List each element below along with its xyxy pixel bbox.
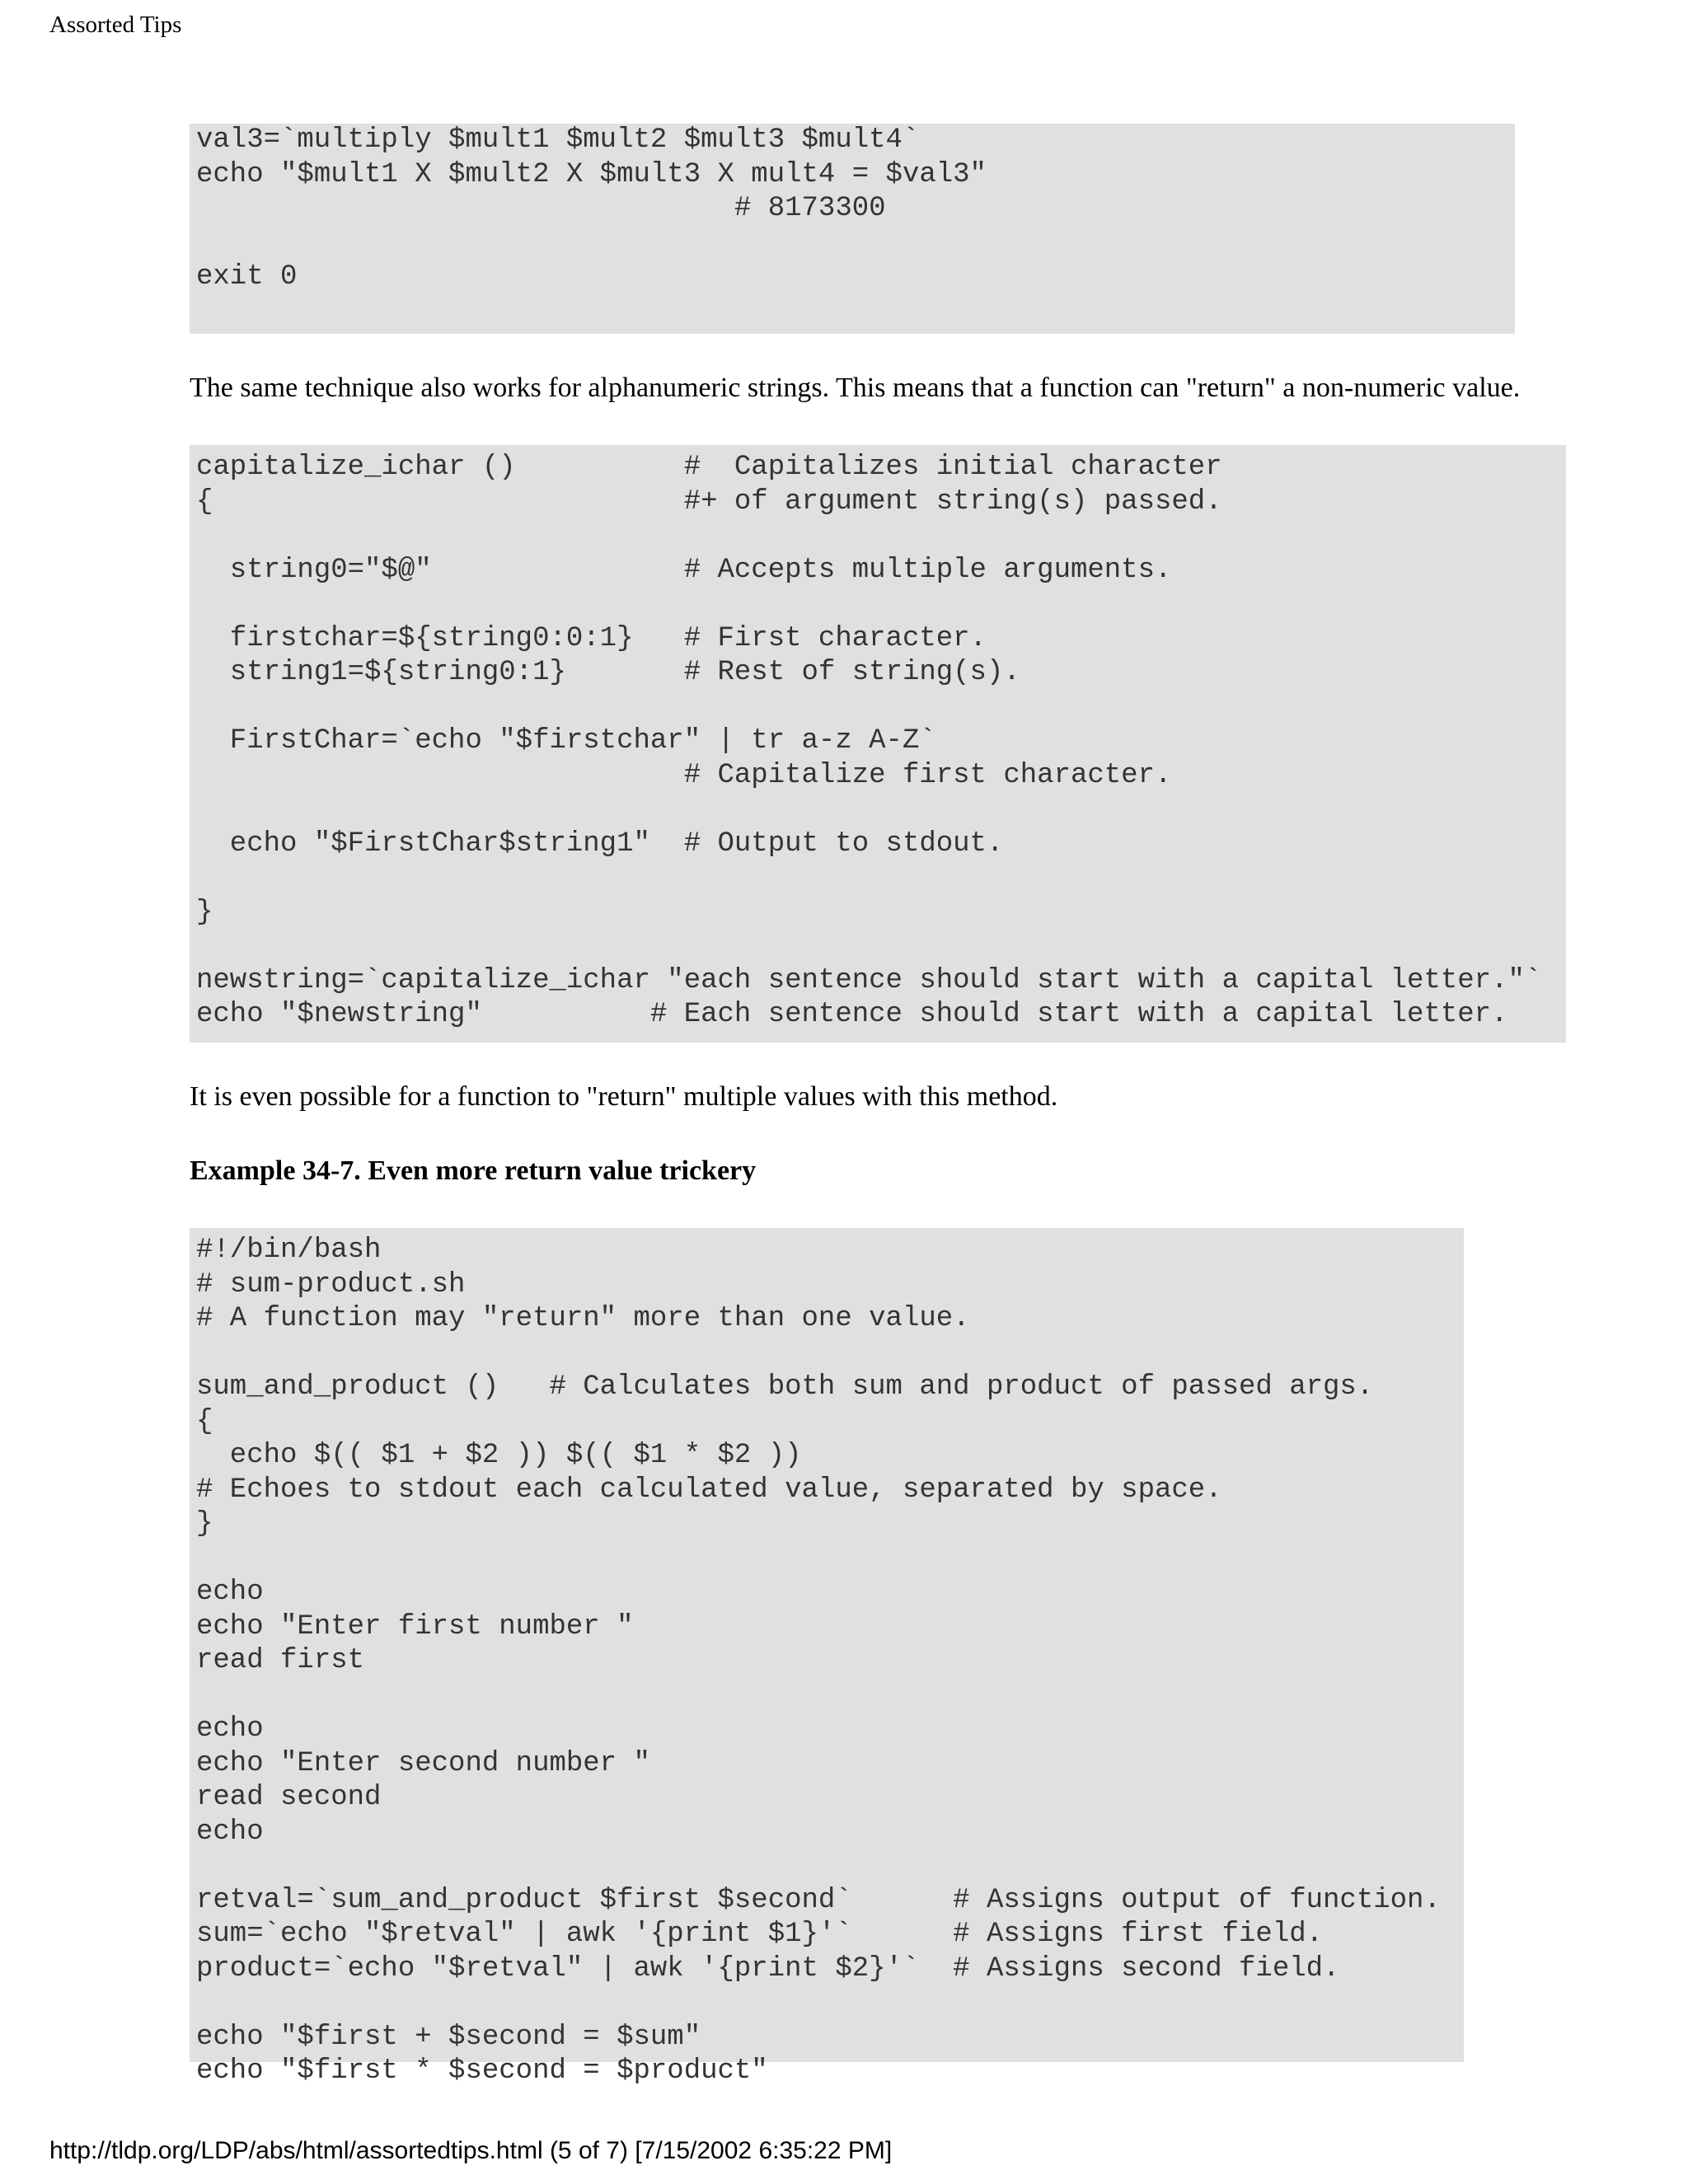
page-footer-url: http://tldp.org/LDP/abs/html/assortedtips.html (5 of 7) [7/15/2002 6:35:22 PM] [49,2137,893,2164]
code-block-capitalize: capitalize_ichar () # Capitalizes initial character { #+ of argument string(s) passed. string0="$@" # Accepts multiple arguments. firstchar=${string0:0:1} # First character. string1=${string0:1} # Rest of string(s). FirstChar=`echo "$firstchar" | tr a-z A-Z` # Capitalize first character. echo "$FirstChar$string1" # Output to stdout. } newstring=`capitalize_ichar "each sentence should start with a capital letter."` echo "$newstring" # Each sentence should start with a capital letter. [190,445,1566,1043]
paragraph-multiple-values: It is even possible for a function to "return" multiple values with this method. [190,1081,1058,1112]
code-block-sum-product: #!/bin/bash # sum-product.sh # A function may "return" more than one value. sum_and_product () # Calculates both sum and product of passed args. { echo $(( $1 + $2 )) $(( $1 * $2 )) # Echoes to stdout each calculated value, separated by space. } echo echo "Enter first number " read first echo echo "Enter second number " read second echo retval=`sum_and_product $first $second` # Assigns output of function. sum=`echo "$retval" | awk '{print $1}'` # Assigns first field. product=`echo "$retval" | awk '{print $2}'` # Assigns second field. echo "$first + $second = $sum" echo "$first * $second = $product" [190,1228,1464,2062]
paragraph-alphanumeric: The same technique also works for alphanumeric strings. This means that a function can "return" a non-numeric value. [190,373,1521,403]
page-header-title: Assorted Tips [49,12,182,38]
example-title: Example 34-7. Even more return value trickery [190,1155,757,1186]
code-block-multiply: val3=`multiply $mult1 $mult2 $mult3 $mult4` echo "$mult1 X $mult2 X $mult3 X mult4 = $val3" # 8173300 exit 0 [190,124,1515,334]
